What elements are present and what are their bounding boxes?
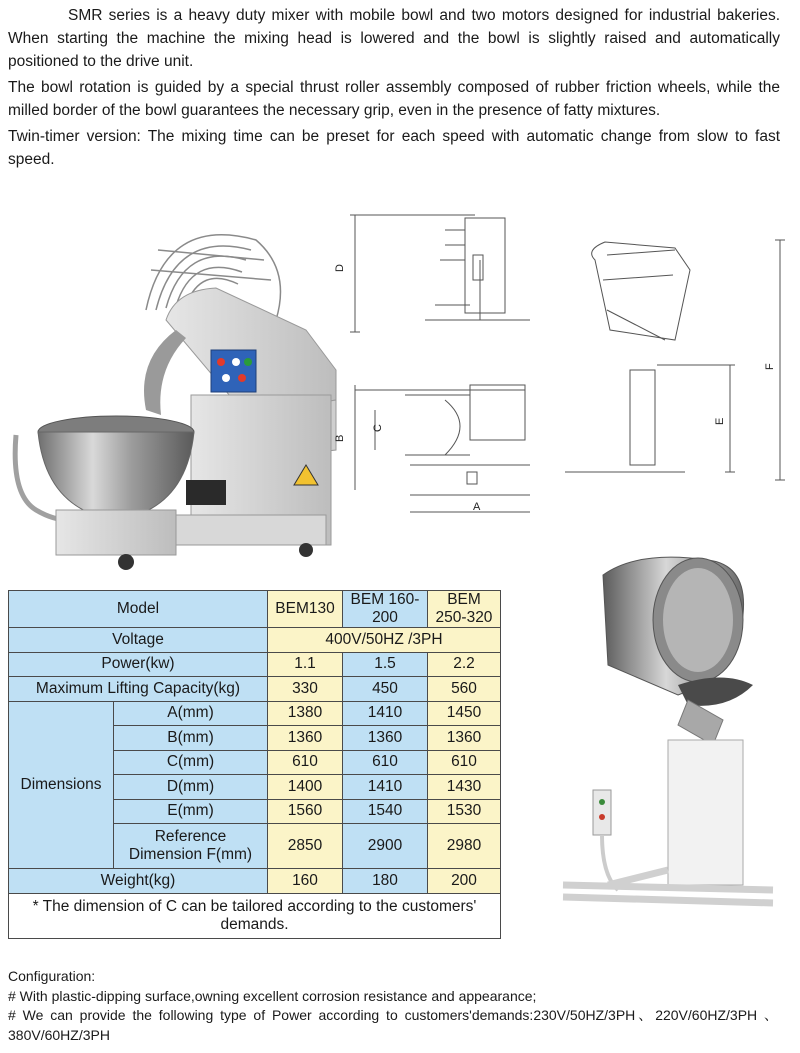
- table-row: [9, 677, 501, 702]
- dimension-row-label: B(mm): [114, 726, 268, 751]
- table-note: * The dimension of C can be tailored according to the customers' demands.: [9, 893, 501, 938]
- mixer-photo: [6, 210, 346, 580]
- table-cell: 180: [343, 869, 428, 894]
- model-header: BEM130: [268, 591, 343, 628]
- power-label: Power(kw): [9, 652, 268, 677]
- spec-table: [8, 590, 501, 939]
- table-cell: 610: [268, 750, 343, 775]
- table-cell: 610: [343, 750, 428, 775]
- model-header: BEM 250-320: [428, 591, 501, 628]
- intro-paragraph-1: SMR series is a heavy duty mixer with mobile bowl and two motors designed for industrial bakeries. When starting the machine the mixing head is lowered and the bowl is slightly raised and automatically positioned to the drive unit.: [8, 7, 780, 70]
- table-cell: 1530: [428, 799, 501, 824]
- dimension-row-label: C(mm): [114, 750, 268, 775]
- table-cell: 1540: [343, 799, 428, 824]
- table-cell: 330: [268, 677, 343, 702]
- table-cell: 2980: [428, 824, 501, 869]
- dimension-label-b: B: [334, 434, 346, 442]
- dimension-label-f: F: [764, 363, 776, 370]
- table-row: [9, 869, 501, 894]
- table-cell: 2900: [343, 824, 428, 869]
- table-cell: 1360: [268, 726, 343, 751]
- bowl-lifter-photo: [548, 545, 793, 915]
- configuration-title: Configuration:: [8, 968, 96, 984]
- table-cell: 1410: [343, 775, 428, 800]
- table-cell: 1560: [268, 799, 343, 824]
- configuration-section: [8, 967, 778, 1045]
- dimension-label-a: A: [473, 501, 481, 513]
- table-cell: 450: [343, 677, 428, 702]
- dimension-label-e: E: [714, 417, 726, 425]
- table-cell: 610: [428, 750, 501, 775]
- dimension-row-label: Reference Dimension F(mm): [114, 824, 268, 869]
- table-cell: 560: [428, 677, 501, 702]
- table-row: [9, 652, 501, 677]
- table-row: [9, 893, 501, 938]
- intro-paragraph-3: Twin-timer version: The mixing time can be preset for each speed with automatic change from slow to fast speed.: [8, 128, 780, 168]
- table-cell: 160: [268, 869, 343, 894]
- table-row: [9, 591, 501, 628]
- configuration-line-2: # We can provide the following type of Power according to customers'demands:230V/50HZ/3PH、220V/60HZ/3PH 、380V/60HZ/3PH: [8, 1007, 778, 1043]
- voltage-value: 400V/50HZ /3PH: [268, 628, 501, 653]
- dimension-row-label: E(mm): [114, 799, 268, 824]
- table-cell: 2850: [268, 824, 343, 869]
- table-cell: 1360: [428, 726, 501, 751]
- technical-drawings: [334, 210, 790, 520]
- dimension-label-d: D: [334, 264, 346, 272]
- configuration-line-1: # With plastic-dipping surface,owning excellent corrosion resistance and appearance;: [8, 987, 537, 1004]
- table-cell: 1410: [343, 701, 428, 726]
- dimension-row-label: D(mm): [114, 775, 268, 800]
- model-label: Model: [9, 591, 268, 628]
- lifting-label: Maximum Lifting Capacity(kg): [9, 677, 268, 702]
- table-cell: 1.5: [343, 652, 428, 677]
- dimension-label-c: C: [372, 424, 384, 432]
- table-cell: 1380: [268, 701, 343, 726]
- table-cell: 1400: [268, 775, 343, 800]
- table-row: [9, 628, 501, 653]
- table-cell: 1.1: [268, 652, 343, 677]
- dimension-row-label: A(mm): [114, 701, 268, 726]
- table-cell: 200: [428, 869, 501, 894]
- table-cell: 1430: [428, 775, 501, 800]
- dimensions-label: Dimensions: [9, 701, 114, 869]
- intro-text: [8, 4, 780, 174]
- weight-label: Weight(kg): [9, 869, 268, 894]
- table-cell: 2.2: [428, 652, 501, 677]
- table-cell: 1360: [343, 726, 428, 751]
- table-cell: 1450: [428, 701, 501, 726]
- table-row: [9, 701, 501, 726]
- intro-paragraph-2: The bowl rotation is guided by a special thrust roller assembly composed of rubber friction wheels, while the milled border of the bowl guarantees the necessary grip, even in the presence of fatty mixtures.: [8, 79, 780, 119]
- voltage-label: Voltage: [9, 628, 268, 653]
- model-header: BEM 160-200: [343, 591, 428, 628]
